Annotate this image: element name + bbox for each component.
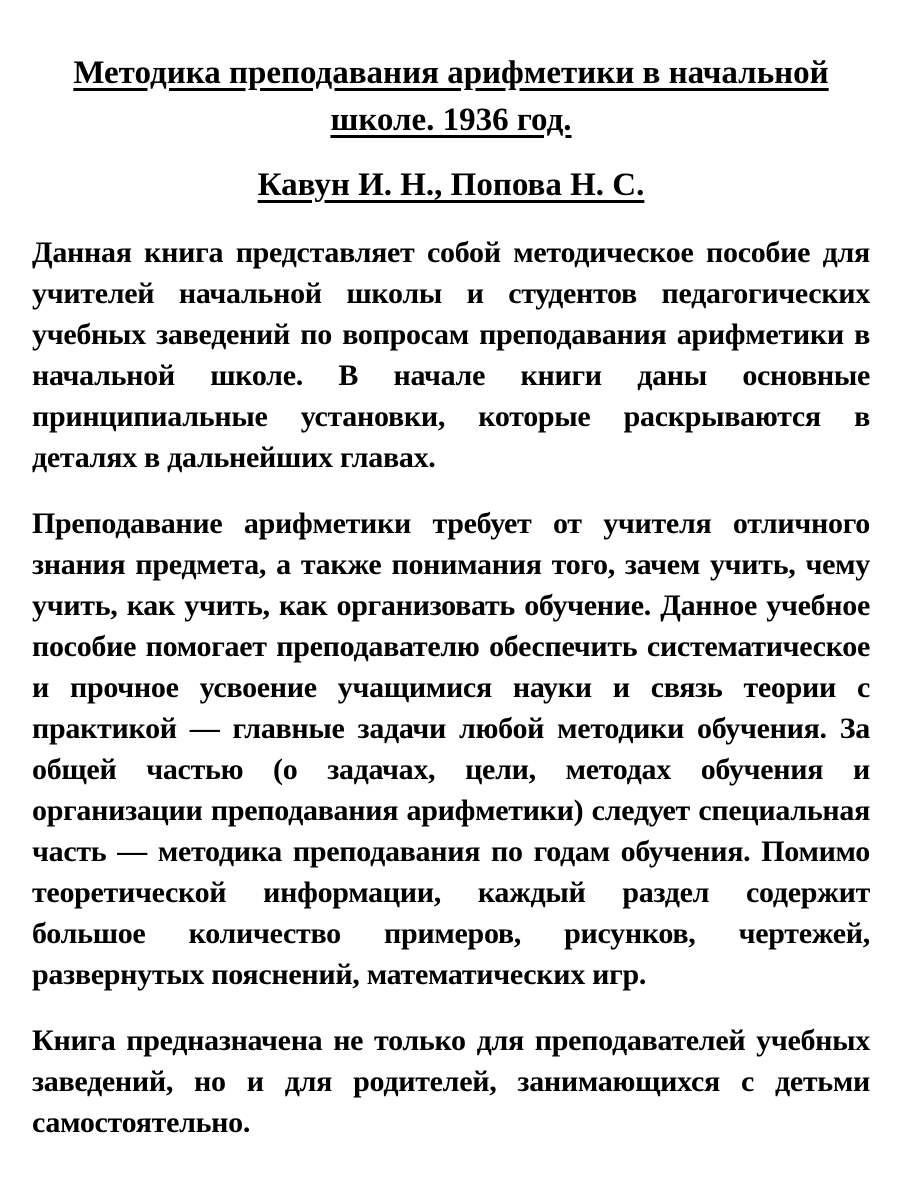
paragraph-1: Данная книга представляет собой методическое пособие для учителей начальной школы и студентов педагогических учебных заведений по вопросам преподавания арифметики в начальной школе. В начале книги даны основные принципиальные установки, которые раскрываются в деталях в дальнейших главах. (32, 235, 870, 474)
document-body (32, 232, 870, 1143)
document-title: Методика преподавания арифметики в начальной школе. 1936 год. (73, 55, 829, 138)
paragraph-2: Преподавание арифметики требует от учителя отличного знания предмета, а также понимания того, зачем учить, чему учить, как учить, как организовать обучение. Данное учебное пособие помогает преподавателю обеспечить систематическое и прочное усвоение учащимися науки и связь теории с практикой — главные задачи любой методики обучения. За общей частью (о задачах, цели, методах обучения и организации преподавания арифметики) следует специальная часть — методика преподавания по годам обучения. Помимо теоретической информации, каждый раздел содержит большое количество примеров, рисунков, чертежей, развернутых пояснений, математических игр. (32, 506, 870, 991)
paragraph-3: Книга предназначена не только для преподавателей учебных заведений, но и для родителей, занимающихся с детьми самостоятельно. (32, 1023, 870, 1139)
document-authors: Кавун И. Н., Попова Н. С. (257, 166, 645, 203)
